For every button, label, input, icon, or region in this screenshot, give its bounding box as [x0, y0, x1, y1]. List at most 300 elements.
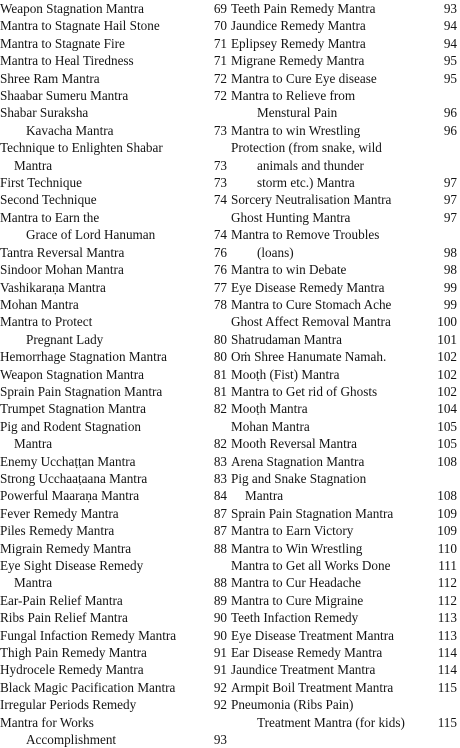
toc-entry-title [231, 0, 439, 17]
toc-entry [0, 0, 227, 17]
toc-entry-page-number: 111 [438, 558, 457, 573]
toc-entry-title [231, 679, 438, 696]
toc-entry-title-text: Mohan Mantra [0, 296, 79, 312]
toc-entry-title-text: Fever Remedy Mantra [0, 505, 119, 521]
toc-entry-title-text: Mantra to Cure Stomach Ache [231, 296, 392, 312]
toc-entry-page-number: 94 [443, 18, 457, 34]
toc-entry-page-number: 94 [443, 35, 457, 51]
toc-entry-title [231, 139, 439, 191]
toc-entry-title [231, 17, 439, 34]
toc-entry-title-continuation: Mantra [14, 575, 53, 591]
toc-entry [231, 627, 457, 644]
toc-entry-page-number: 113 [437, 627, 457, 643]
contents-column-left [0, 0, 227, 748]
toc-entry-title [0, 540, 209, 557]
toc-entry-title-continuation: Menstural Pain [257, 105, 338, 121]
toc-entry-title [0, 470, 209, 487]
toc-entry-title [0, 522, 209, 539]
toc-entry-title-text: Mohan Mantra [231, 418, 310, 434]
toc-entry-title-text: Mooth Reversal Mantra [231, 436, 357, 452]
toc-entry-title [231, 87, 439, 122]
toc-entry-title-text: Hemorrhage Stagnation Mantra [0, 349, 167, 365]
toc-entry-title-text: Eye Disease Remedy Mantra [231, 279, 385, 295]
toc-entry [231, 557, 457, 574]
toc-entry [231, 261, 457, 278]
toc-entry-title [231, 522, 437, 539]
toc-entry [231, 87, 457, 122]
toc-entry-title [0, 191, 209, 208]
toc-entry-title-text: Shaabar Sumeru Mantra [0, 88, 129, 104]
toc-entry-title [0, 661, 209, 678]
toc-entry-title [0, 209, 209, 244]
toc-entry-page-number: 112 [437, 592, 457, 608]
toc-entry-title-text: Strong Ucchaaṭaana Mantra [0, 470, 148, 486]
toc-entry-title-text: Mantra to Earn the [0, 209, 100, 225]
toc-entry-title-text: First Technique [0, 175, 82, 191]
toc-entry-page-number: 109 [437, 523, 457, 539]
toc-entry [0, 87, 227, 104]
toc-entry-title-text: Piles Remedy Mantra [0, 523, 115, 539]
toc-entry-title-text: Fungal Infaction Remedy Mantra [0, 627, 177, 643]
toc-entry-title [0, 714, 209, 748]
toc-entry [0, 696, 227, 713]
toc-entry-title [231, 348, 437, 365]
toc-entry-title-continuation: Grace of Lord Hanuman [26, 227, 156, 243]
toc-entry-page-number: 88 [213, 540, 227, 556]
toc-entry [0, 418, 227, 453]
toc-entry [0, 522, 227, 539]
toc-entry-title-text: Sprain Pain Stagnation Mantra [0, 383, 163, 399]
toc-entry-title-text: Ear Disease Remedy Mantra [231, 645, 383, 661]
toc-entry [231, 226, 457, 261]
toc-entry [0, 470, 227, 487]
toc-entry-title [0, 609, 209, 626]
toc-entry-title-text: Protection (from snake, wild [231, 140, 382, 156]
toc-entry [0, 104, 227, 139]
toc-entry-title [231, 505, 437, 522]
toc-entry-page-number: 101 [437, 331, 457, 347]
toc-entry-page-number: 71 [213, 53, 227, 69]
toc-entry-title-text: Eplipsey Remedy Mantra [231, 35, 366, 51]
toc-entry-title [231, 661, 438, 678]
toc-entry-title-text: Teeth Infaction Remedy [231, 610, 359, 626]
toc-entry-page-number: 73 [213, 157, 227, 173]
toc-entry-title [231, 418, 437, 435]
toc-entry-title-text: Mantra to Relieve from [231, 88, 356, 104]
toc-entry-title [231, 313, 437, 330]
toc-entry-title [0, 279, 209, 296]
toc-entry-title-text: Sindoor Mohan Mantra [0, 262, 124, 278]
toc-entry-title [231, 574, 438, 591]
toc-entry-title-continuation: Mantra [245, 488, 284, 504]
toc-entry-title [231, 122, 439, 139]
toc-entry-title-text: Second Technique [0, 192, 97, 208]
toc-entry-page-number: 99 [443, 279, 457, 295]
toc-entry [0, 487, 227, 504]
toc-entry-page-number: 97 [443, 192, 457, 208]
toc-entry [0, 383, 227, 400]
toc-entry-title-text: Pig and Snake Stagnation [231, 470, 367, 486]
toc-entry-title-text: Mantra to win Wrestling [231, 122, 361, 138]
toc-entry-page-number: 100 [437, 314, 457, 330]
toc-entry-title [0, 35, 209, 52]
toc-entry-page-number: 114 [437, 645, 457, 661]
toc-entry [0, 313, 227, 348]
toc-entry-title-text: Eye Sight Disease Remedy [0, 558, 144, 573]
toc-entry-title [231, 609, 438, 626]
toc-entry-page-number: 97 [443, 209, 457, 225]
toc-entry-title [231, 470, 437, 505]
toc-entry-page-number: 72 [213, 88, 227, 104]
toc-entry-page-number: 108 [437, 453, 457, 469]
toc-entry-page-number: 84 [213, 488, 227, 504]
toc-entry-title-text: Mantra to Heal Tiredness [0, 53, 134, 69]
toc-entry-title-text: Armpit Boil Treatment Mantra [231, 679, 394, 695]
toc-entry-title-text: Mantra to Remove Troubles [231, 227, 380, 243]
toc-entry-title [231, 331, 437, 348]
toc-entry [0, 627, 227, 644]
toc-entry-title [231, 592, 438, 609]
toc-entry-title [0, 348, 209, 365]
toc-entry-page-number: 74 [213, 227, 227, 243]
toc-entry-title [231, 453, 437, 470]
toc-entry-page-number: 78 [213, 296, 227, 312]
toc-entry-page-number: 93 [443, 1, 457, 16]
toc-entry-title [231, 627, 438, 644]
toc-entry [0, 17, 227, 34]
toc-entry [0, 644, 227, 661]
toc-entry-page-number: 98 [443, 262, 457, 278]
toc-entry [231, 435, 457, 452]
toc-entry-page-number: 105 [437, 436, 457, 452]
toc-entry-title [231, 209, 439, 226]
toc-entry-title [0, 453, 209, 470]
toc-entry-title-text: Jaundice Treatment Mantra [231, 662, 376, 678]
toc-entry [231, 366, 457, 383]
toc-entry [0, 261, 227, 278]
toc-entry-title [0, 679, 209, 696]
toc-entry [0, 348, 227, 365]
toc-entry-title-text: Mantra to Stagnate Hail Stone [0, 18, 160, 34]
toc-entry [231, 279, 457, 296]
toc-entry-page-number: 113 [437, 610, 457, 626]
toc-entry [231, 679, 457, 696]
toc-entry [0, 592, 227, 609]
toc-entry-page-number: 74 [213, 192, 227, 208]
toc-entry-title [231, 35, 439, 52]
toc-entry-page-number: 82 [213, 436, 227, 452]
toc-entry-page-number: 95 [443, 70, 457, 86]
toc-entry-page-number: 91 [213, 645, 227, 661]
toc-entry-title [0, 296, 209, 313]
toc-entry-page-number: 112 [437, 575, 457, 591]
toc-entry-title [231, 70, 439, 87]
toc-entry-title-text: Shatrudaman Mantra [231, 331, 342, 347]
toc-entry-title-text: Ear-Pain Relief Mantra [0, 592, 123, 608]
toc-entry [231, 696, 457, 731]
toc-entry [0, 505, 227, 522]
toc-entry-page-number: 80 [213, 331, 227, 347]
toc-entry [231, 400, 457, 417]
toc-entry-page-number: 99 [443, 296, 457, 312]
toc-entry-title [0, 139, 209, 174]
toc-entry-title [0, 627, 209, 644]
toc-entry-page-number: 71 [213, 35, 227, 51]
toc-entry-page-number: 98 [443, 244, 457, 260]
toc-entry [0, 714, 227, 748]
toc-entry [0, 540, 227, 557]
toc-entry-title-text: Sorcery Neutralisation Mantra [231, 192, 392, 208]
toc-entry-page-number: 91 [213, 662, 227, 678]
toc-entry-title-text: Teeth Pain Remedy Mantra [231, 1, 376, 16]
toc-entry-title-text: Mooṭh (Fist) Mantra [231, 366, 340, 382]
toc-entry-title-text: Ghost Affect Removal Mantra [231, 314, 391, 330]
toc-entry-title-text: Tantra Reversal Mantra [0, 244, 125, 260]
toc-entry-title [0, 52, 209, 69]
toc-entry-title [0, 244, 209, 261]
toc-entry-title-text: Technique to Enlighten Shabar [0, 140, 163, 156]
toc-entry-title-text: Black Magic Pacification Mantra [0, 679, 176, 695]
toc-entry-title-text: Mantra to Earn Victory [231, 523, 354, 539]
toc-entry [231, 52, 457, 69]
toc-entry-title-continuation: Mantra [14, 157, 53, 173]
toc-entry-title [231, 261, 439, 278]
toc-entry [231, 296, 457, 313]
toc-entry [231, 209, 457, 226]
toc-entry-title-text: Mantra to Get all Works Done [231, 558, 391, 573]
toc-entry-title-text: Shree Ram Mantra [0, 70, 100, 86]
toc-entry-title-text: Ghost Hunting Mantra [231, 209, 351, 225]
toc-entry-title-text: Powerful Maaraṇa Mantra [0, 488, 140, 504]
toc-entry-page-number: 102 [437, 383, 457, 399]
toc-entry-title-text: Mantra to Cur Headache [231, 575, 361, 591]
toc-entry-page-number: 70 [213, 18, 227, 34]
toc-entry-page-number: 77 [213, 279, 227, 295]
toc-entry-page-number: 90 [213, 610, 227, 626]
toc-entry [0, 366, 227, 383]
toc-entry-title [0, 70, 209, 87]
toc-entry-title-text: Mantra to Stagnate Fire [0, 35, 125, 51]
toc-entry [0, 244, 227, 261]
toc-entry-page-number: 93 [213, 732, 227, 748]
toc-entry-title-text: Mooṭh Mantra [231, 401, 308, 417]
toc-entry [231, 348, 457, 365]
toc-entry-page-number: 105 [437, 418, 457, 434]
toc-entry-page-number: 82 [213, 401, 227, 417]
toc-entry-title [231, 400, 437, 417]
toc-entry-title-text: Mantra to Protect [0, 314, 93, 330]
toc-entry-page-number: 92 [213, 679, 227, 695]
toc-entry [231, 191, 457, 208]
toc-entry-title-text: Thigh Pain Remedy Mantra [0, 645, 147, 661]
toc-entry-page-number: 102 [437, 349, 457, 365]
toc-entry-title-text: Enemy Ucchaṭṭan Mantra [0, 453, 136, 469]
toc-entry-title-continuation: animals and thunder storm etc.) Mantra [257, 157, 364, 191]
toc-entry [231, 17, 457, 34]
toc-entry [0, 679, 227, 696]
toc-entry [231, 418, 457, 435]
toc-entry-title [231, 226, 439, 261]
toc-entry [231, 122, 457, 139]
toc-entry [231, 540, 457, 557]
toc-entry-title-text: Oṁ Shree Hanumate Namah. [231, 349, 387, 365]
toc-entry [231, 313, 457, 330]
toc-entry-title [0, 366, 209, 383]
toc-entry [0, 70, 227, 87]
toc-entry-title-continuation: Accomplishment [26, 732, 117, 748]
toc-entry-title-continuation: (loans) [257, 244, 294, 260]
toc-entry-page-number: 81 [213, 383, 227, 399]
toc-entry-page-number: 87 [213, 505, 227, 521]
toc-entry [231, 0, 457, 17]
toc-entry-title-text: Mantra to Cure Migraine [231, 592, 364, 608]
toc-entry-title-text: Mantra to Get rid of Ghosts [231, 383, 378, 399]
toc-entry-title-text: Vashikaraṇa Mantra [0, 279, 106, 295]
toc-entry-page-number: 73 [213, 122, 227, 138]
toc-entry-title [231, 557, 438, 574]
toc-entry-title [0, 104, 209, 139]
toc-entry-title-text: Mantra for Works [0, 714, 94, 730]
toc-entry [231, 644, 457, 661]
toc-entry-page-number: 102 [437, 366, 457, 382]
toc-entry [0, 52, 227, 69]
toc-entry-page-number: 115 [437, 679, 457, 695]
contents-column-right [231, 0, 457, 731]
toc-entry [231, 522, 457, 539]
toc-entry-page-number: 83 [213, 470, 227, 486]
toc-entry [0, 279, 227, 296]
toc-entry [231, 453, 457, 470]
toc-entry [231, 609, 457, 626]
toc-entry-title [0, 644, 209, 661]
toc-entry [231, 592, 457, 609]
toc-entry-title-text: Ribs Pain Relief Mantra [0, 610, 128, 626]
toc-entry-title-continuation: Kavacha Mantra [26, 122, 114, 138]
toc-entry-title [0, 17, 209, 34]
toc-entry-page-number: 96 [443, 105, 457, 121]
toc-entry-page-number: 95 [443, 53, 457, 69]
toc-entry-page-number: 90 [213, 627, 227, 643]
toc-entry [0, 191, 227, 208]
toc-entry-page-number: 73 [213, 175, 227, 191]
toc-entry [0, 609, 227, 626]
toc-entry [0, 453, 227, 470]
toc-entry [231, 35, 457, 52]
toc-entry-title [0, 487, 209, 504]
toc-entry-title-text: Eye Disease Treatment Mantra [231, 627, 394, 643]
toc-entry-title-text: Mantra to win Debate [231, 262, 347, 278]
toc-entry-title-text: Hydrocele Remedy Mantra [0, 662, 144, 678]
toc-entry-title-text: Trumpet Stagnation Mantra [0, 401, 147, 417]
toc-entry-title [231, 644, 438, 661]
toc-entry [0, 35, 227, 52]
toc-entry-title [231, 383, 437, 400]
toc-entry [231, 574, 457, 591]
toc-entry-title [231, 366, 437, 383]
toc-entry-title-text: Weapon Stagnation Mantra [0, 366, 144, 382]
toc-entry-title [231, 540, 438, 557]
toc-entry-title-text: Mantra to Cure Eye disease [231, 70, 377, 86]
toc-entry-page-number: 81 [213, 366, 227, 382]
toc-entry-page-number: 76 [213, 244, 227, 260]
toc-entry-page-number: 104 [437, 401, 457, 417]
toc-entry [0, 209, 227, 244]
toc-entry-title [0, 174, 209, 191]
toc-entry [0, 174, 227, 191]
toc-entry-page-number: 83 [213, 453, 227, 469]
toc-entry-page-number: 87 [213, 523, 227, 539]
toc-entry-title-continuation: Pregnant Lady [26, 331, 104, 347]
toc-entry-title-text: Migrain Remedy Mantra [0, 540, 132, 556]
toc-entry-title [231, 52, 439, 69]
toc-entry-page-number: 115 [437, 714, 457, 730]
toc-entry-page-number: 97 [443, 175, 457, 191]
toc-entry-title [231, 279, 439, 296]
toc-entry-title [231, 435, 437, 452]
toc-entry [0, 296, 227, 313]
toc-entry-title [231, 696, 438, 731]
toc-entry-title-text: Shabar Suraksha [0, 105, 89, 121]
toc-entry-title [231, 191, 439, 208]
toc-entry-page-number: 96 [443, 122, 457, 138]
toc-entry-title-continuation: Mantra [14, 436, 53, 452]
toc-entry-title [0, 557, 209, 592]
toc-entry-page-number: 109 [437, 505, 457, 521]
toc-entry [231, 383, 457, 400]
toc-entry-title-text: Arena Stagnation Mantra [231, 453, 365, 469]
toc-entry [0, 557, 227, 592]
toc-entry [231, 331, 457, 348]
toc-entry-page-number: 92 [213, 697, 227, 713]
toc-entry-title-text: Pneumonia (Ribs Pain) [231, 697, 354, 713]
toc-entry-page-number: 69 [213, 1, 227, 16]
toc-entry [0, 661, 227, 678]
toc-entry [0, 139, 227, 174]
toc-entry-title [0, 592, 209, 609]
toc-entry [231, 661, 457, 678]
toc-entry-title [0, 696, 209, 713]
toc-entry-page-number: 76 [213, 262, 227, 278]
toc-entry-title [0, 400, 209, 417]
toc-entry-title [0, 383, 209, 400]
toc-entry-page-number: 89 [213, 592, 227, 608]
toc-entry [0, 400, 227, 417]
toc-entry-title [0, 0, 209, 17]
toc-entry [231, 505, 457, 522]
toc-entry-title [0, 418, 209, 453]
toc-entry-title-text: Sprain Pain Stagnation Mantra [231, 505, 394, 521]
toc-entry-title-continuation: Treatment Mantra (for kids) [257, 714, 405, 730]
toc-entry [231, 470, 457, 505]
toc-entry-page-number: 72 [213, 70, 227, 86]
toc-entry-title-text: Pig and Rodent Stagnation [0, 418, 142, 434]
toc-entry-title-text: Mantra to Win Wrestling [231, 540, 363, 556]
toc-entry-title [0, 313, 209, 348]
toc-entry-page-number: 114 [437, 662, 457, 678]
toc-entry-title-text: Weapon Stagnation Mantra [0, 1, 144, 16]
toc-entry [231, 70, 457, 87]
toc-entry-title [0, 87, 209, 104]
toc-entry-page-number: 108 [437, 488, 457, 504]
toc-entry-page-number: 80 [213, 349, 227, 365]
toc-entry-title [0, 505, 209, 522]
toc-entry-title-text: Irregular Periods Remedy [0, 697, 137, 713]
toc-entry-title [231, 296, 439, 313]
toc-entry-title-text: Jaundice Remedy Mantra [231, 18, 366, 34]
toc-entry-title [0, 261, 209, 278]
toc-entry [231, 139, 457, 191]
toc-entry-title-text: Migrane Remedy Mantra [231, 53, 365, 69]
